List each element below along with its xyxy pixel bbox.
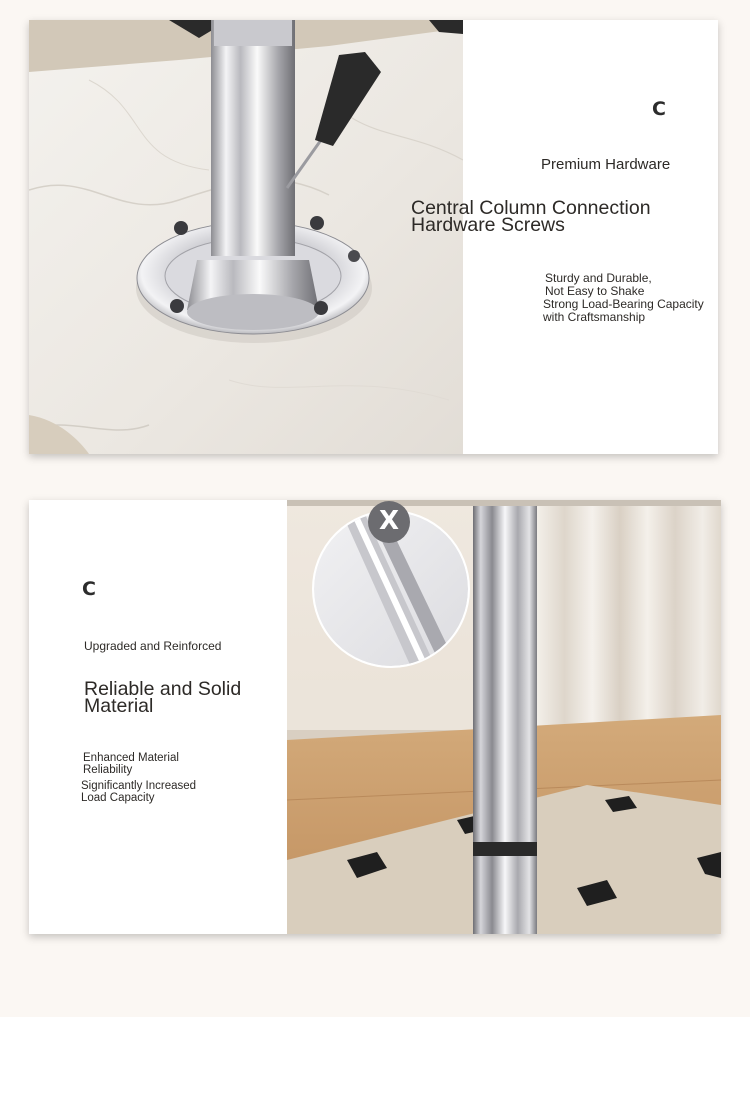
- feature-detail-2: Strong Load-Bearing Capacity with Craftsmanship: [543, 297, 704, 324]
- hardware-card: [29, 20, 718, 454]
- section-subtitle: Premium Hardware: [541, 156, 671, 173]
- material-card: [29, 500, 721, 934]
- section-title: Central Column Connection Hardware Screws: [411, 197, 651, 236]
- feature-detail-2: Significantly Increased Load Capacity: [81, 780, 197, 804]
- feature-detail-1: Sturdy and Durable, Not Easy to Shake: [545, 271, 652, 298]
- bottom-strip: [0, 1017, 750, 1093]
- section-letter: C: [82, 578, 96, 600]
- section-subtitle: Upgraded and Reinforced: [84, 639, 222, 653]
- hardware-base-photo: [29, 20, 463, 454]
- table-leg-illustration: [287, 500, 721, 934]
- table-leg-photo: [287, 500, 721, 934]
- feature-detail-1: Enhanced Material Reliability: [83, 752, 179, 776]
- column-base-illustration: [29, 20, 463, 454]
- section-letter: C: [652, 98, 666, 120]
- zoom-badge-label: X: [378, 506, 400, 536]
- section-title: Reliable and Solid Material: [84, 678, 242, 717]
